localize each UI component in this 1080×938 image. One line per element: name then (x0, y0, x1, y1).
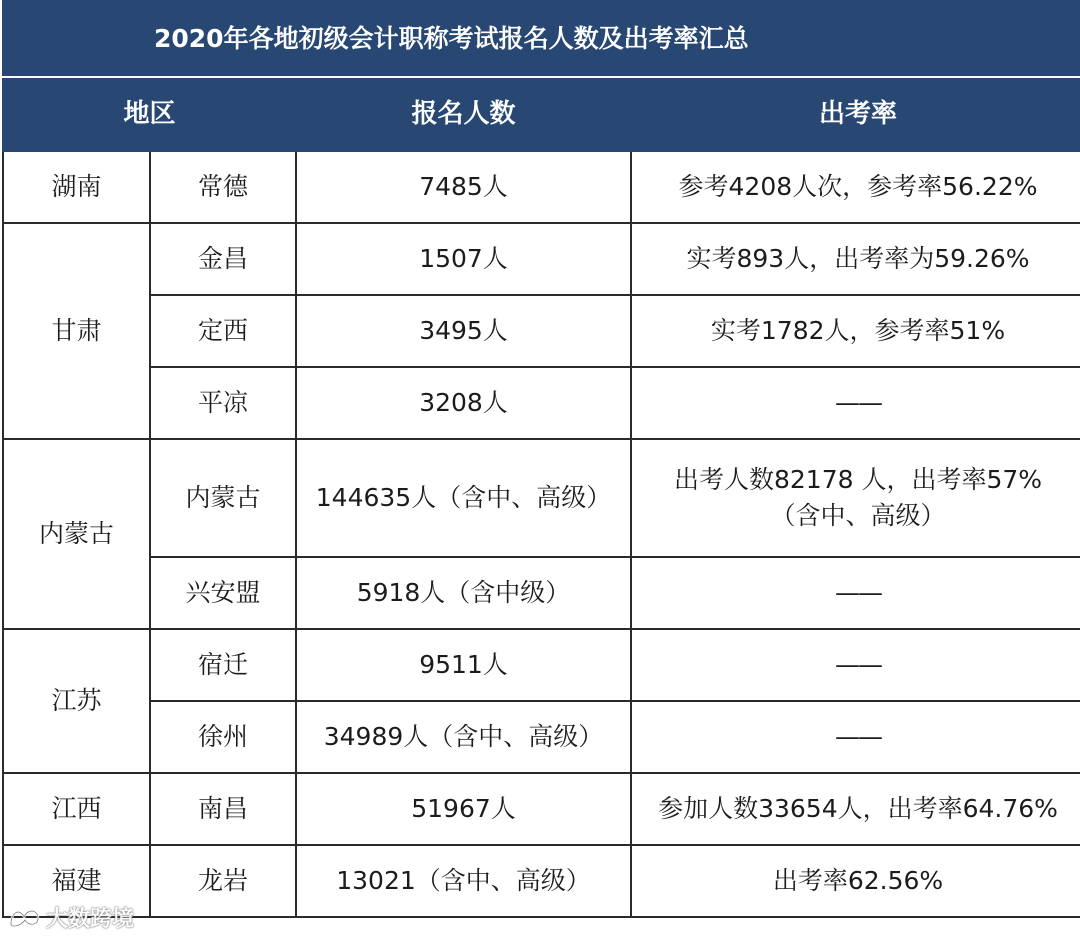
province-cell: 江苏 (3, 629, 150, 773)
attendance-cell: —— (631, 701, 1080, 773)
applicants-cell: 3495人 (296, 295, 631, 367)
header-applicants: 报名人数 (296, 77, 631, 151)
province-cell: 湖南 (3, 151, 150, 223)
attendance-text: 出考人数82178 人，出考率57% (673, 465, 1043, 494)
header-region: 地区 (3, 77, 296, 151)
city-cell: 常德 (150, 151, 296, 223)
watermark-text: 大数跨境 (46, 906, 135, 932)
table-row (3, 295, 1080, 367)
table-row (3, 773, 1080, 845)
city-cell: 平凉 (150, 367, 296, 439)
attendance-cell: 实考1782人，参考率51% (631, 295, 1080, 367)
attendance-cell: —— (631, 629, 1080, 701)
table-row (3, 151, 1080, 223)
applicants-cell: 1507人 (296, 223, 631, 295)
city-cell: 徐州 (150, 701, 296, 773)
header-attendance: 出考率 (631, 77, 1080, 151)
applicants-cell: 144635人（含中、高级） (296, 439, 631, 557)
applicants-cell: 13021（含中、高级） (296, 845, 631, 917)
applicants-cell: 34989人（含中、高级） (296, 701, 631, 773)
table-title: 2020年各地初级会计职称考试报名人数及出考率汇总 (3, 1, 1080, 77)
attendance-cell: 实考893人，出考率为59.26% (631, 223, 1080, 295)
applicants-cell: 9511人 (296, 629, 631, 701)
attendance-cell: —— (631, 367, 1080, 439)
province-cell: 福建 (3, 845, 150, 917)
attendance-cell: —— (631, 557, 1080, 629)
city-cell: 南昌 (150, 773, 296, 845)
city-cell: 金昌 (150, 223, 296, 295)
province-cell: 内蒙古 (3, 439, 150, 629)
table-title-row (3, 1, 1080, 77)
city-cell: 宿迁 (150, 629, 296, 701)
applicants-cell: 5918人（含中级） (296, 557, 631, 629)
city-cell: 内蒙古 (150, 439, 296, 557)
attendance-note: （含中、高级） (770, 501, 946, 530)
attendance-cell (631, 439, 1080, 557)
table-row (3, 367, 1080, 439)
attendance-cell: 出考率62.56% (631, 845, 1080, 917)
table-row (3, 223, 1080, 295)
table-header-row (3, 77, 1080, 151)
summary-table (2, 0, 1080, 918)
applicants-cell: 7485人 (296, 151, 631, 223)
city-cell: 龙岩 (150, 845, 296, 917)
applicants-cell: 51967人 (296, 773, 631, 845)
table-row (3, 701, 1080, 773)
city-cell: 定西 (150, 295, 296, 367)
table-row (3, 557, 1080, 629)
applicants-cell: 3208人 (296, 367, 631, 439)
attendance-cell: 参加人数33654人，出考率64.76% (631, 773, 1080, 845)
table-row (3, 845, 1080, 917)
table-row (3, 629, 1080, 701)
attendance-cell: 参考4208人次，参考率56.22% (631, 151, 1080, 223)
province-cell: 甘肃 (3, 223, 150, 439)
province-cell: 江西 (3, 773, 150, 845)
city-cell: 兴安盟 (150, 557, 296, 629)
table-row (3, 439, 1080, 557)
